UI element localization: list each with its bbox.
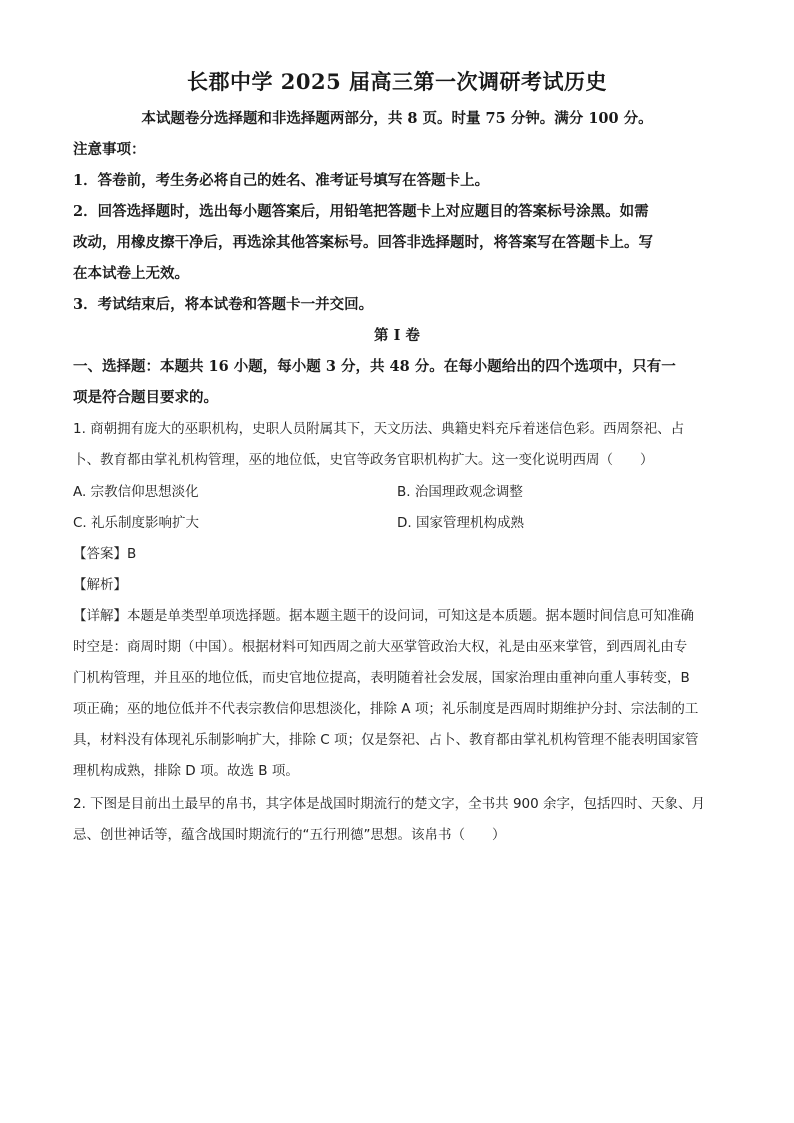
notice-heading: 注意事项： xyxy=(73,141,146,158)
q1-detail-line-5: 具，材料没有体现礼乐制影响扩大，排除 C 项；仅是祭祀、占卜、教育都由掌礼机构管理不能表明国家管 xyxy=(73,732,699,748)
q1-option-a: A. 宗教信仰思想淡化 xyxy=(73,484,199,500)
q1-detail-line-6: 理机构成熟，排除 D 项。故选 B 项。 xyxy=(73,763,299,779)
q2-stem-line-2: 忌、创世神话等，蕴含战国时期流行的“五行刑德”思想。该帛书（ ） xyxy=(73,827,506,843)
q1-detail-line-4: 项正确；巫的地位低并不代表宗教信仰思想淡化，排除 A 项；礼乐制度是西周时期维护分封、宗法制的工 xyxy=(73,701,699,717)
notice-item-3: 3．考试结束后，将本试卷和答题卡一并交回。 xyxy=(73,296,374,313)
q1-option-b: B. 治国理政观念调整 xyxy=(397,484,523,500)
q2-stem-line-1: 2. 下图是目前出土最早的帛书，其字体是战国时期流行的楚文字，全书共 900 余字，包括四时、天象、月 xyxy=(73,796,706,812)
exam-title: 长郡中学 2025 届高三第一次调研考试历史 xyxy=(186,69,608,94)
notice-item-2-line-3: 在本试卷上无效。 xyxy=(73,265,189,282)
notice-item-2-line-1: 2．回答选择题时，选出每小题答案后，用铅笔把答题卡上对应题目的答案标号涂黑。如需 xyxy=(73,203,649,220)
notice-item-1: 1．答卷前，考生务必将自己的姓名、准考证号填写在答题卡上。 xyxy=(73,172,490,189)
q1-detail-line-2: 时空是：商周时期（中国）。根据材料可知西周之前大巫掌管政治大权，礼是由巫来掌管，到西周礼由专 xyxy=(73,639,688,655)
q1-analysis-label: 【解析】 xyxy=(73,577,127,593)
section-heading-line-1: 一、选择题：本题共 16 小题，每小题 3 分，共 48 分。在每小题给出的四个选项中，只有一 xyxy=(73,358,676,375)
q1-answer: 【答案】B xyxy=(73,546,137,562)
q1-detail-line-3: 门机构管理，并且巫的地位低，而史官地位提高，表明随着社会发展，国家治理由重神向重人事转变，B xyxy=(73,670,690,686)
notice-item-2-line-2: 改动，用橡皮擦干净后，再选涂其他答案标号。回答非选择题时，将答案写在答题卡上。写 xyxy=(73,234,653,251)
q1-stem-line-1: 1. 商朝拥有庞大的巫职机构，史职人员附属其下，天文历法、典籍史料充斥着迷信色彩。西周祭祀、占 xyxy=(73,421,685,437)
volume-heading: 第 I 卷 xyxy=(374,327,420,344)
exam-subtitle: 本试题卷分选择题和非选择题两部分，共 8 页。时量 75 分钟。满分 100 分。 xyxy=(141,110,653,127)
q1-option-d: D. 国家管理机构成熟 xyxy=(397,515,524,531)
q1-option-c: C. 礼乐制度影响扩大 xyxy=(73,515,200,531)
q1-detail-line-1: 【详解】本题是单类型单项选择题。据本题主题干的设问词，可知这是本质题。据本题时间信息可知准确 xyxy=(73,608,694,624)
section-heading-line-2: 项是符合题目要求的。 xyxy=(73,389,218,406)
q1-stem-line-2: 卜、教育都由掌礼机构管理，巫的地位低，史官等政务官职机构扩大。这一变化说明西周（ ） xyxy=(73,452,654,468)
